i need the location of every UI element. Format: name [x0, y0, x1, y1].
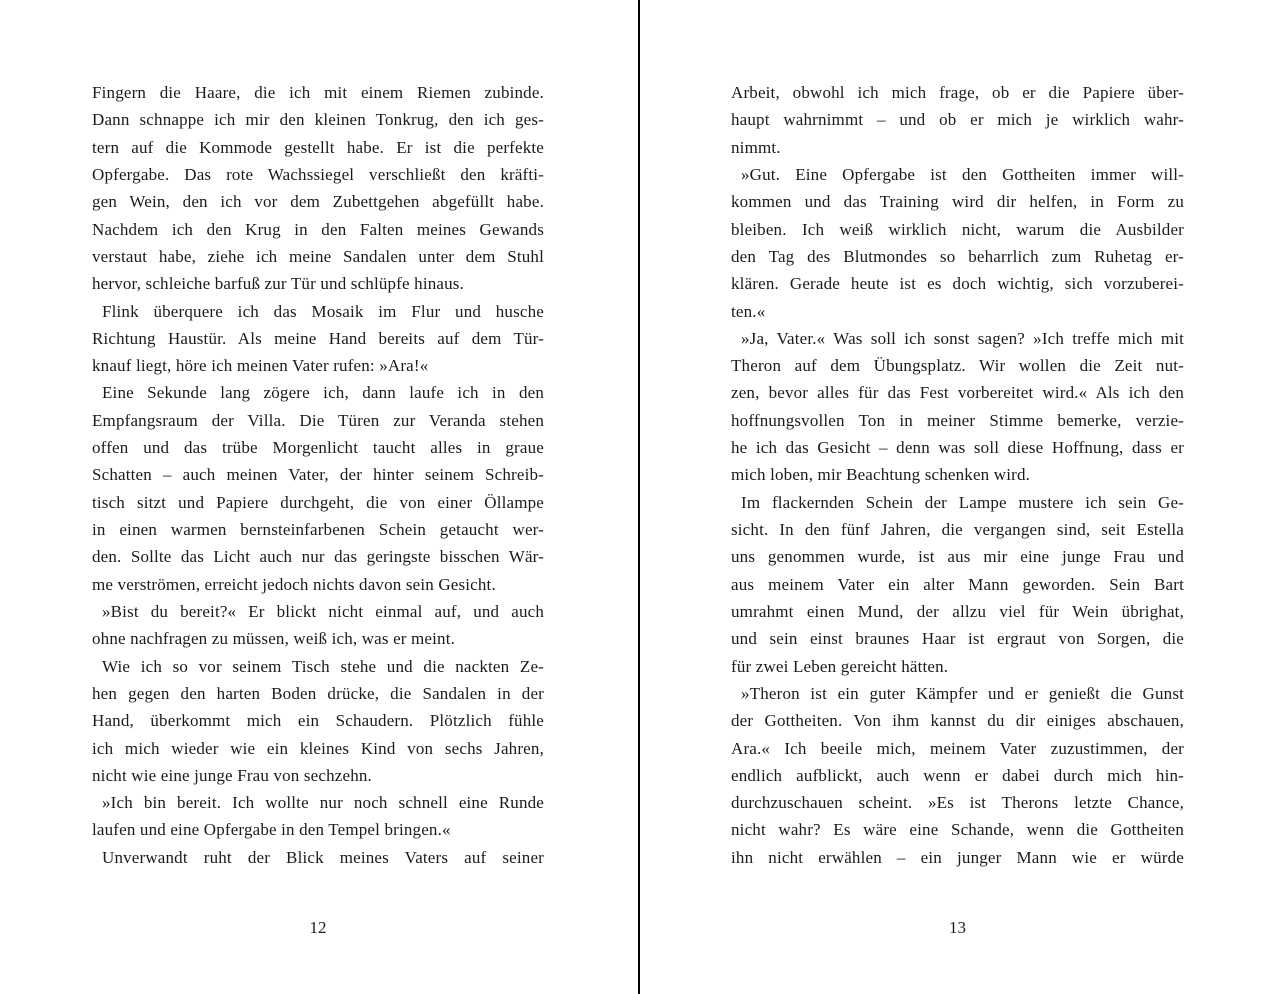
page-right-text — [731, 79, 1184, 871]
text-line: Schatten – auch meinen Vater, der hinter seinem Schreib- — [92, 465, 544, 485]
text-line: aus meinem Vater ein alter Mann geworden. Sein Bart — [731, 574, 1184, 594]
text-line: Nachdem ich den Krug in den Falten meines Gewands — [92, 219, 544, 239]
page-left-number: 12 — [309, 918, 327, 937]
text-line: nicht wie eine junge Frau von sechzehn. — [92, 765, 372, 785]
text-line: ohne nachfragen zu müssen, weiß ich, was er meint. — [92, 629, 456, 649]
text-line: »Theron ist ein guter Kämpfer und er genießt die Gunst — [741, 683, 1184, 703]
text-line: he ich das Gesicht – denn was soll diese Hoffnung, dass er — [731, 438, 1184, 458]
text-line: nimmt. — [731, 137, 781, 157]
page-right-number: 13 — [949, 918, 966, 937]
text-line: »Bist du bereit?« Er blickt nicht einmal auf, und auch — [102, 601, 544, 621]
text-line: Empfangsraum der Villa. Die Türen zur Veranda stehen — [92, 410, 544, 430]
text-line: den Tag des Blutmondes so beharrlich zum Ruhetag er- — [731, 246, 1184, 266]
text-line: endlich aufblickt, auch wenn er dabei durch mich hin- — [731, 765, 1184, 785]
text-line: Wie ich so vor seinem Tisch stehe und die nackten Ze- — [102, 656, 544, 676]
text-line: für zwei Leben gereicht hätten. — [731, 656, 949, 676]
page-divider — [638, 0, 640, 994]
text-line: Im flackernden Schein der Lampe mustere ich sein Ge- — [741, 492, 1184, 512]
text-line: durchzuschauen scheint. »Es ist Therons letzte Chance, — [731, 793, 1184, 813]
text-line: zen, bevor alles für das Fest vorbereitet wird.« Als ich den — [731, 383, 1184, 403]
text-line: Ara.« Ich beeile mich, meinem Vater zuzustimmen, der — [731, 738, 1184, 758]
text-line: »Gut. Eine Opfergabe ist den Gottheiten immer will- — [741, 164, 1184, 184]
text-line: kommen und das Training wird dir helfen, in Form zu — [731, 192, 1184, 212]
text-line: tisch sitzt und Papiere durchgeht, die von einer Öllampe — [92, 492, 544, 512]
text-line: und sein einst braunes Haar ist ergraut von Sorgen, die — [731, 629, 1184, 649]
text-line: hoffnungsvollen Ton in meiner Stimme bemerke, verzie- — [731, 410, 1184, 430]
text-line: Arbeit, obwohl ich mich frage, ob er die Papiere über- — [731, 83, 1184, 102]
text-line: haupt wahrnimmt – und ob er mich je wirklich wahr- — [731, 110, 1184, 130]
text-line: bleiben. Ich weiß wirklich nicht, warum die Ausbilder — [731, 219, 1184, 239]
text-line: tern auf die Kommode gestellt habe. Er ist die perfekte — [92, 137, 544, 157]
page-left-text — [92, 79, 544, 871]
text-line: knauf liegt, höre ich meinen Vater rufen: »Ara!« — [92, 356, 429, 376]
page-right — [731, 0, 1184, 994]
text-line: Theron auf dem Übungsplatz. Wir wollen die Zeit nut- — [731, 356, 1184, 376]
text-line: Unverwandt ruht der Blick meines Vaters auf seiner — [102, 847, 544, 867]
text-line: Fingern die Haare, die ich mit einem Riemen zubinde. — [92, 83, 544, 102]
text-line: der Gottheiten. Von ihm kannst du dir einiges abschauen, — [731, 711, 1184, 731]
text-line: verstaut habe, ziehe ich meine Sandalen unter dem Stuhl — [92, 246, 544, 266]
text-line: ihn nicht erwählen – ein junger Mann wie er würde — [731, 847, 1184, 867]
text-line: uns genommen wurde, ist aus mir eine junge Frau und — [731, 547, 1184, 567]
text-line: me verströmen, erreicht jedoch nichts davon sein Gesicht. — [92, 574, 496, 594]
text-line: nicht wahr? Es wäre eine Schande, wenn die Gottheiten — [731, 820, 1184, 840]
text-line: »Ich bin bereit. Ich wollte nur noch schnell eine Runde — [102, 793, 544, 813]
text-line: sicht. In den fünf Jahren, die vergangen sind, seit Estella — [731, 520, 1184, 539]
text-line: offen und das trübe Morgenlicht taucht alles in graue — [92, 438, 544, 458]
text-line: laufen und eine Opfergabe in den Tempel bringen.« — [92, 820, 451, 840]
text-line: umrahmt einen Mund, der allzu viel für Wein übrighat, — [731, 601, 1184, 621]
text-line: ich mich wieder wie ein kleines Kind von sechs Jahren, — [92, 738, 544, 758]
text-line: den. Sollte das Licht auch nur das geringste bisschen Wär- — [92, 547, 544, 567]
text-line: »Ja, Vater.« Was soll ich sonst sagen? »Ich treffe mich mit — [741, 328, 1184, 348]
text-line: Eine Sekunde lang zögere ich, dann laufe ich in den — [102, 383, 544, 403]
text-line: Opfergabe. Das rote Wachssiegel verschließt den kräfti- — [92, 164, 544, 184]
text-line: mich loben, mir Beachtung schenken wird. — [731, 465, 1031, 485]
text-line: ten.« — [731, 301, 766, 321]
text-line: gen Wein, den ich vor dem Zubettgehen abgefüllt habe. — [92, 192, 544, 212]
text-line: Dann schnappe ich mir den kleinen Tonkrug, den ich ges- — [92, 110, 544, 130]
text-line: hen gegen den harten Boden drücke, die Sandalen in der — [92, 683, 544, 703]
text-line: hervor, schleiche barfuß zur Tür und schlüpfe hinaus. — [92, 274, 464, 294]
text-line: in einen warmen bernsteinfarbenen Schein getaucht wer- — [92, 520, 544, 539]
text-line: Hand, überkommt mich ein Schaudern. Plötzlich fühle — [92, 711, 544, 731]
text-line: Richtung Haustür. Als meine Hand bereits auf dem Tür- — [92, 328, 544, 348]
page-left — [92, 0, 544, 994]
text-line: Flink überquere ich das Mosaik im Flur und husche — [102, 301, 544, 321]
text-line: klären. Gerade heute ist es doch wichtig, sich vorzuberei- — [731, 274, 1184, 294]
